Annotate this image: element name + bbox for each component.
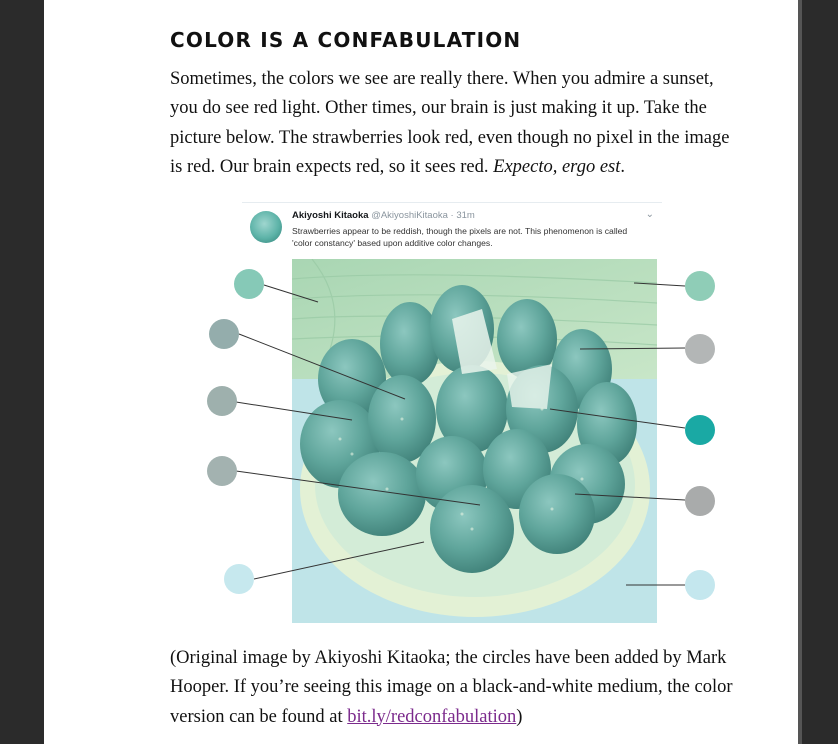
- tweet-handle: @AkiyoshiKitaoka · 31m: [371, 210, 475, 221]
- intro-end: .: [620, 156, 625, 177]
- tweet-text: Strawberries appear to be reddish, though the pixels are not. This phenomenon is called 'color constancy' based upon additive color changes.: [292, 226, 628, 248]
- tweet-author-name[interactable]: Akiyoshi Kitaoka: [292, 210, 369, 221]
- color-swatches: [207, 269, 715, 600]
- source-link[interactable]: bit.ly/redconfabulation: [347, 706, 517, 727]
- left-color-swatch-2: [209, 319, 239, 349]
- page-edge-shadow: [798, 0, 802, 744]
- right-color-swatch-5: [685, 570, 715, 600]
- left-color-swatch-3: [207, 386, 237, 416]
- document-page: [44, 0, 800, 744]
- right-color-swatch-4: [685, 486, 715, 516]
- latin-phrase: Expecto, ergo est: [493, 156, 621, 177]
- section-heading: COLOR IS A CONFABULATION: [170, 28, 522, 52]
- caption-text: (Original image by Akiyoshi Kitaoka; the circles have been added by Mark Hooper. If you’re seeing this image on a black-and-white medium, the color version can be found at: [170, 648, 733, 727]
- right-color-swatch-3: [685, 415, 715, 445]
- left-color-swatch-5: [224, 564, 254, 594]
- left-color-swatch-4: [207, 456, 237, 486]
- right-color-swatch-1: [685, 271, 715, 301]
- pointer-lines: [236, 283, 685, 585]
- chevron-down-icon[interactable]: ⌄: [645, 209, 654, 220]
- intro-text: Sometimes, the colors we see are really there. When you admire a sunset, you do see red light. Other times, our brain is just making it up. Take the picture below. The strawberries look red, even though no pixel in the image is red. Our brain expects red, so it sees red.: [170, 69, 730, 177]
- right-color-swatch-2: [685, 334, 715, 364]
- caption-end: ): [516, 706, 523, 727]
- swatch-overlay: [44, 0, 800, 744]
- left-color-swatch-1: [234, 269, 264, 299]
